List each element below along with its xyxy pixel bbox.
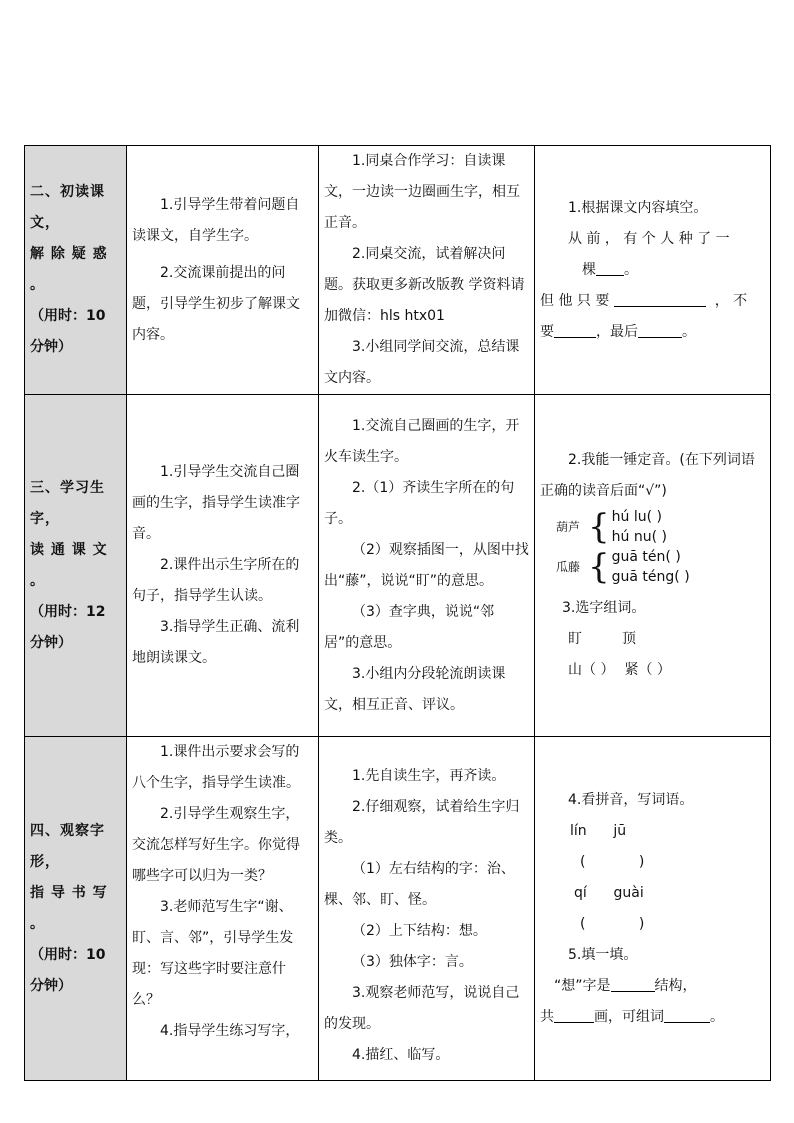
student-step: 3.小组同学间交流，总结课文内容。 bbox=[324, 339, 520, 386]
word-label: 葫芦 bbox=[556, 520, 581, 534]
pinyin-choice-guateng bbox=[556, 547, 765, 587]
exercise-text: 棵 。 bbox=[540, 255, 765, 286]
stage-time: （用时：10 bbox=[30, 946, 106, 963]
student-activity-cell bbox=[319, 146, 535, 395]
student-step: 2.同桌交流，试着解决问题。获取更多新改版教 学资料请加微信：hls htx01 bbox=[324, 246, 525, 324]
pinyin-option[interactable]: guā téng( ) bbox=[611, 569, 690, 585]
stage-cell bbox=[25, 146, 127, 395]
stage-cell bbox=[25, 737, 127, 1081]
stage-time: 分钟） bbox=[30, 977, 72, 994]
stage-title: 读 通 课 文 。 bbox=[30, 541, 108, 589]
brace-icon: { bbox=[588, 507, 610, 547]
table-row bbox=[25, 395, 771, 737]
teacher-step: 1.课件出示要求会写的八个生字，指导学生读准。 bbox=[132, 744, 300, 791]
student-step: （2）上下结构：想。 bbox=[352, 922, 487, 939]
table-row bbox=[25, 146, 771, 395]
pinyin-prompt: lín jū bbox=[570, 822, 627, 839]
char-fill: 山（ ） 紧（ ） bbox=[568, 662, 671, 678]
teacher-step: 3.指导学生正确、流利地朗读课文。 bbox=[132, 619, 300, 666]
exercise-text: “想”字是 结构， bbox=[540, 971, 765, 1002]
teacher-step: 4.指导学生练习写字， bbox=[160, 1023, 300, 1039]
student-step: （2）观察插图一，从图中找出“藤”，说说“盯”的意思。 bbox=[324, 541, 529, 589]
student-step: 4.描红、临写。 bbox=[352, 1046, 450, 1063]
word-label: 瓜藤 bbox=[556, 560, 581, 574]
brace-icon: { bbox=[588, 547, 610, 587]
lesson-plan-table bbox=[24, 145, 771, 1081]
pinyin-option[interactable]: hú lu( ) bbox=[611, 509, 662, 525]
teacher-activity-cell bbox=[127, 146, 319, 395]
stage-time: 分钟） bbox=[30, 339, 72, 355]
exercise-text: 从 前 ， 有 个 人 种 了 一 bbox=[568, 230, 730, 247]
teacher-step: 3.老师范写生字“谢、盯、言、邻”，引导学生发现：写这些字时要注意什么？ bbox=[132, 899, 294, 1008]
stage-title: 三、学习生字， bbox=[30, 479, 105, 527]
stage-title: 四、观察字形， bbox=[30, 822, 105, 870]
student-activity-cell bbox=[319, 737, 535, 1081]
pinyin-option[interactable]: hú nu( ) bbox=[611, 529, 667, 545]
exercise-cell bbox=[535, 395, 771, 737]
answer-blank[interactable]: ( ) bbox=[580, 853, 645, 870]
stage-time: （用时：10 bbox=[30, 308, 106, 324]
student-step: （1）左右结构的字：治、棵、邻、盯、怪。 bbox=[324, 860, 515, 908]
table-row bbox=[25, 737, 771, 1081]
student-activity-cell bbox=[319, 395, 535, 737]
exercise-text: 要 ，最后 。 bbox=[540, 317, 765, 348]
teacher-step: 1.引导学生带着问题自读课文，自学生字。 bbox=[132, 196, 300, 244]
student-step: 1.交流自己圈画的生字，开火车读生字。 bbox=[324, 417, 520, 465]
pinyin-choice-hulu bbox=[556, 507, 765, 547]
student-step: 2.仔细观察，试着给生字归类。 bbox=[324, 798, 520, 846]
student-step: 2.（1）齐读生字所在的句子。 bbox=[324, 479, 515, 527]
teacher-activity-cell bbox=[127, 395, 319, 737]
exercise-cell bbox=[535, 146, 771, 395]
teacher-step: 2.课件出示生字所在的句子，指导学生认读。 bbox=[132, 557, 300, 604]
answer-blank[interactable]: ( ) bbox=[580, 915, 645, 932]
student-step: （3）独体字：言。 bbox=[352, 953, 473, 970]
stage-time: 分钟） bbox=[30, 634, 72, 651]
teacher-step: 2.交流课前提出的问题，引导学生初步了解课文内容。 bbox=[132, 264, 300, 343]
exercise-text: 共 画，可组词 。 bbox=[540, 1002, 765, 1033]
exercise-text: 但 他 只 要 ， 不 bbox=[540, 286, 765, 317]
exercise-question: 5.填一填。 bbox=[568, 946, 638, 963]
exercise-question: 3.选字组词。 bbox=[562, 600, 646, 616]
pinyin-prompt: qí guài bbox=[574, 884, 644, 901]
exercise-question: 1.根据课文内容填空。 bbox=[568, 199, 708, 216]
teacher-step: 1.引导学生交流自己圈画的生字，指导学生读准字音。 bbox=[132, 464, 300, 542]
stage-time: （用时：12 bbox=[30, 603, 106, 620]
stage-cell bbox=[25, 395, 127, 737]
exercise-cell bbox=[535, 737, 771, 1081]
teacher-step: 2.引导学生观察生字，交流怎样写好生字。你觉得哪些字可以归为一类？ bbox=[132, 806, 300, 884]
char-options: 盯 顶 bbox=[568, 631, 636, 647]
student-step: 1.同桌合作学习：自读课文，一边读一边圈画生字，相互正音。 bbox=[324, 153, 520, 231]
pinyin-option[interactable]: guā tén( ) bbox=[611, 549, 681, 565]
student-step: 3.小组内分段轮流朗读课文，相互正音、评议。 bbox=[324, 665, 506, 713]
stage-title: 指 导 书 写 。 bbox=[30, 884, 108, 932]
teacher-activity-cell bbox=[127, 737, 319, 1081]
student-step: （3）查字典，说说“邻居”的意思。 bbox=[324, 603, 495, 651]
exercise-question: 4.看拼音，写词语。 bbox=[568, 791, 694, 808]
student-step: 1.先自读生字，再齐读。 bbox=[352, 767, 506, 784]
student-step: 3.观察老师范写，说说自己的发现。 bbox=[324, 984, 520, 1032]
stage-title: 解 除 疑 惑 。 bbox=[30, 246, 108, 293]
stage-title: 二、初读课文， bbox=[30, 184, 105, 231]
exercise-question: 2.我能一锤定音。(在下列词语正确的读音后面“√”) bbox=[540, 452, 755, 499]
